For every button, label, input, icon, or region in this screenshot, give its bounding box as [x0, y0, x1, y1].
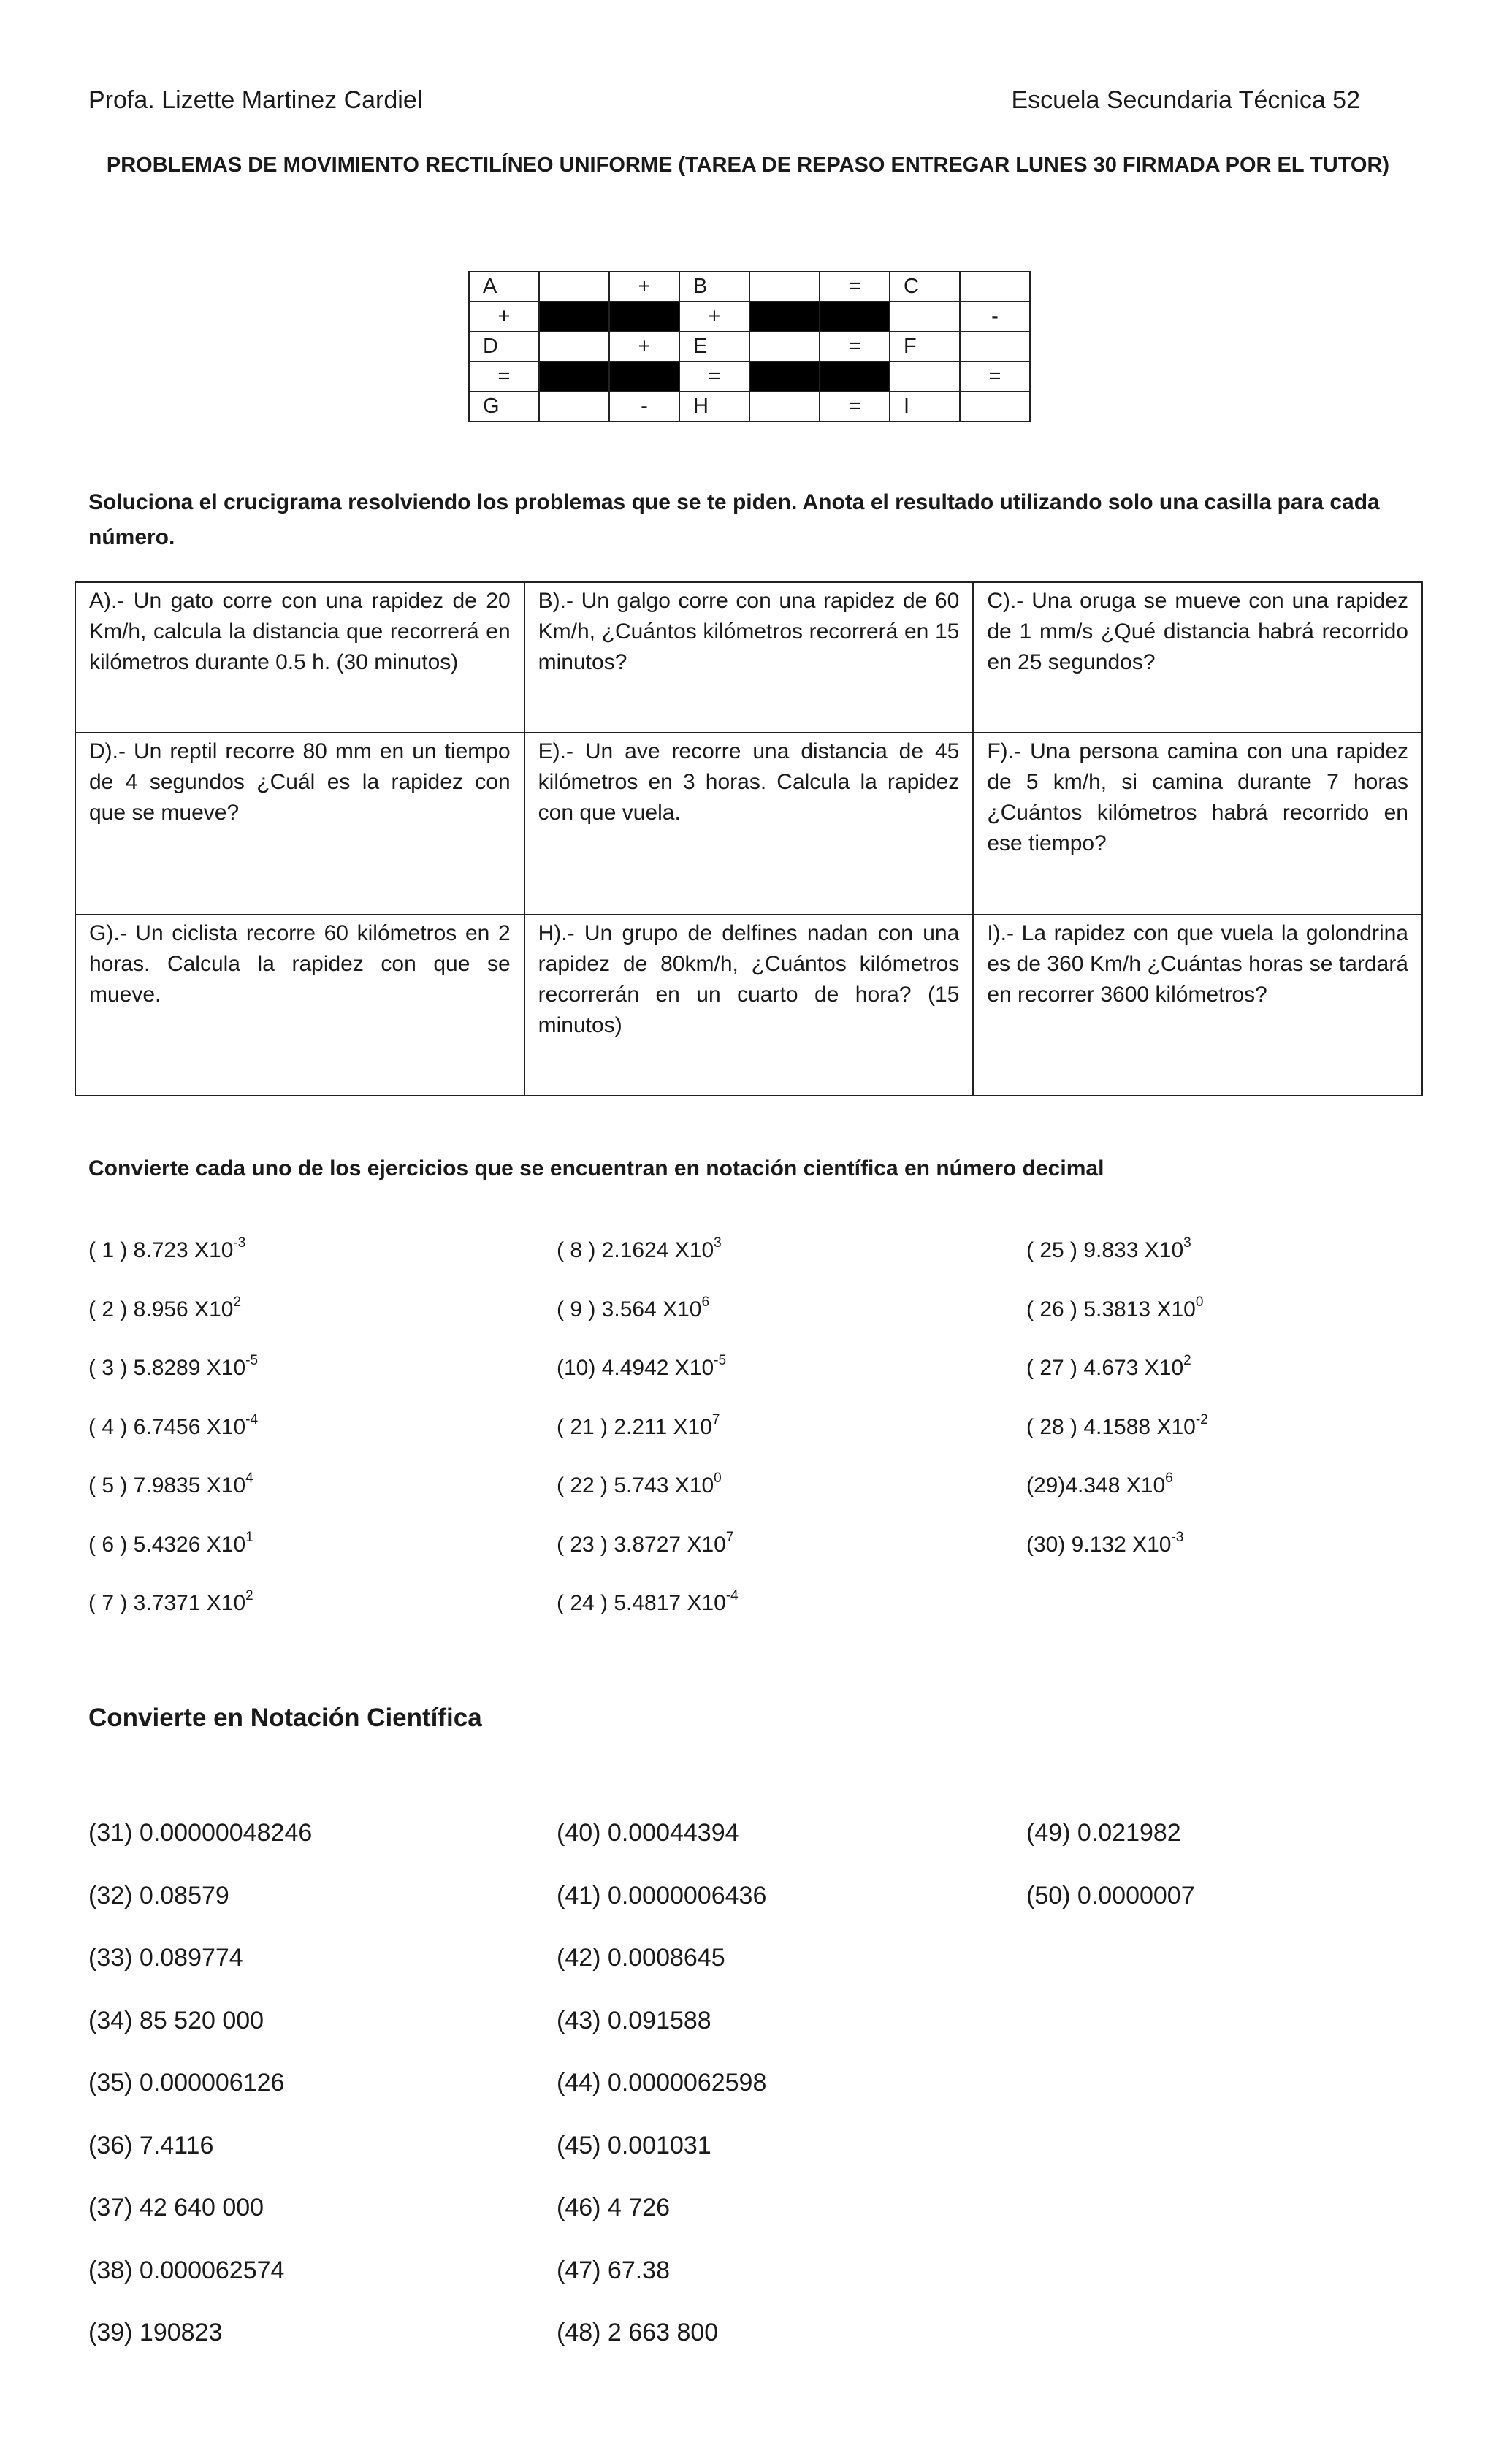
- sci-notation-base: (29)4.348 X10: [1026, 1473, 1166, 1498]
- crossword-cell: [749, 392, 820, 422]
- crossword-cell: H: [679, 392, 749, 422]
- crossword-instructions: Soluciona el crucigrama resolviendo los problemas que se te piden. Anota el resultado utilizando solo una casilla para cada número.: [88, 490, 1380, 549]
- crossword-cell: [960, 272, 1030, 302]
- sci-notation-item: [557, 1294, 710, 1322]
- crossword-cell: C: [890, 272, 960, 302]
- sci-notation-exponent: 1: [245, 1530, 253, 1545]
- crossword-cell: [890, 302, 960, 332]
- crossword-black-cell: [609, 362, 679, 392]
- decimal-number-item: (37) 42 640 000: [88, 2194, 264, 2221]
- crossword-cell: +: [469, 302, 539, 332]
- sci-notation-item: [557, 1588, 739, 1616]
- sci-notation-item: [557, 1353, 727, 1381]
- problem-g: G).- Un ciclista recorre 60 kilómetros en 2 horas. Calcula la rapidez con que se mueve.: [75, 915, 524, 1096]
- scientific-section-heading: Convierte en Notación Científica: [88, 1704, 482, 1732]
- problems-table: [75, 581, 1423, 1096]
- sci-notation-exponent: 7: [725, 1530, 734, 1545]
- sci-notation-base: ( 5 ) 7.9835 X10: [88, 1473, 246, 1498]
- crossword-row: [469, 362, 1030, 392]
- sci-notation-item: [88, 1294, 242, 1322]
- sci-notation-item: [1026, 1294, 1204, 1322]
- crossword-cell: [960, 392, 1030, 422]
- decimal-number-item: (34) 85 520 000: [88, 2007, 264, 2034]
- sci-notation-item: [1026, 1473, 1173, 1498]
- sci-notation-exponent: 3: [1183, 1235, 1191, 1251]
- decimal-number-item: (43) 0.091588: [557, 2007, 711, 2034]
- crossword-black-cell: [609, 302, 679, 332]
- sci-notation-item: [1026, 1412, 1208, 1440]
- sci-notation-base: ( 27 ) 4.673 X10: [1026, 1356, 1184, 1380]
- sci-notation-base: ( 23 ) 3.8727 X10: [557, 1533, 726, 1557]
- sci-notation-base: ( 21 ) 2.211 X10: [557, 1415, 712, 1439]
- crossword-cell: D: [469, 332, 539, 362]
- problem-b: B).- Un galgo corre con una rapidez de 60 Km/h, ¿Cuántos kilómetros recorrerá en 15 minutos?: [524, 582, 974, 733]
- sci-notation-item: [88, 1353, 259, 1381]
- crossword-cell: I: [890, 392, 960, 422]
- crossword-black-cell: [820, 362, 890, 392]
- crossword-cell: [960, 332, 1030, 362]
- sci-notation-exponent: 2: [233, 1294, 242, 1310]
- sci-notation-item: [1026, 1235, 1191, 1263]
- sci-notation-base: ( 24 ) 5.4817 X10: [557, 1591, 726, 1615]
- crossword-grid: [468, 271, 1031, 422]
- crossword-black-cell: [539, 362, 609, 392]
- sci-notation-base: ( 22 ) 5.743 X10: [557, 1473, 714, 1498]
- crossword-cell: [539, 392, 609, 422]
- crossword-cell: =: [469, 362, 539, 392]
- sci-notation-base: ( 2 ) 8.956 X10: [88, 1297, 234, 1321]
- problem-d: D).- Un reptil recorre 80 mm en un tiempo de 4 segundos ¿Cuál es la rapidez con que se mueve?: [75, 733, 524, 915]
- sci-notation-exponent: -4: [725, 1588, 739, 1603]
- crossword-cell: =: [820, 332, 890, 362]
- crossword-row: [469, 302, 1030, 332]
- sci-notation-base: ( 28 ) 4.1588 X10: [1026, 1415, 1196, 1439]
- decimal-number-item: (44) 0.0000062598: [557, 2069, 767, 2097]
- problem-c: C).- Una oruga se mueve con una rapidez de 1 mm/s ¿Qué distancia habrá recorrido en 25 segundos?: [973, 582, 1422, 733]
- sci-notation-exponent: 2: [1183, 1353, 1191, 1368]
- crossword-cell: -: [960, 302, 1030, 332]
- sci-notation-exponent: 2: [245, 1588, 253, 1603]
- crossword-black-cell: [539, 302, 609, 332]
- decimal-number-item: (38) 0.000062574: [88, 2257, 285, 2284]
- crossword-black-cell: [749, 362, 820, 392]
- decimal-section-heading: Convierte cada uno de los ejercicios que se encuentran en notación científica en número decimal: [88, 1156, 1104, 1180]
- problem-e: E).- Un ave recorre una distancia de 45 kilómetros en 3 horas. Calcula la rapidez con que vuela.: [524, 733, 974, 915]
- decimal-number-item: (35) 0.000006126: [88, 2069, 285, 2097]
- sci-notation-exponent: 6: [1165, 1471, 1173, 1486]
- sci-notation-item: [1026, 1353, 1191, 1381]
- crossword-cell: +: [609, 272, 679, 302]
- sci-notation-base: ( 26 ) 5.3813 X10: [1026, 1297, 1196, 1321]
- sci-notation-exponent: 7: [711, 1412, 720, 1427]
- sci-notation-exponent: 0: [714, 1471, 722, 1486]
- sci-notation-exponent: -5: [714, 1353, 727, 1368]
- decimal-number-item: (48) 2 663 800: [557, 2319, 719, 2346]
- sci-notation-item: [557, 1235, 722, 1263]
- decimal-number-item: (45) 0.001031: [557, 2132, 711, 2159]
- sci-notation-item: [88, 1588, 253, 1616]
- crossword-cell: [890, 362, 960, 392]
- decimal-number-item: (47) 67.38: [557, 2257, 670, 2284]
- sci-notation-base: (10) 4.4942 X10: [557, 1356, 714, 1380]
- decimal-number-item: (39) 190823: [88, 2319, 223, 2346]
- sci-notation-base: ( 4 ) 6.7456 X10: [88, 1415, 246, 1439]
- page-title: PROBLEMAS DE MOVIMIENTO RECTILÍNEO UNIFORME (TAREA DE REPASO ENTREGAR LUNES 30 FIRMADA POR EL TUTOR): [106, 153, 1390, 177]
- sci-notation-base: ( 25 ) 9.833 X10: [1026, 1238, 1184, 1262]
- crossword-cell: [539, 272, 609, 302]
- crossword-cell: =: [679, 362, 749, 392]
- problem-i: I).- La rapidez con que vuela la golondrina es de 360 Km/h ¿Cuántas horas se tardará en recorrer 3600 kilómetros?: [973, 915, 1422, 1096]
- decimal-number-item: (31) 0.00000048246: [88, 1819, 313, 1847]
- problem-a: A).- Un gato corre con una rapidez de 20 Km/h, calcula la distancia que recorrerá en kilómetros durante 0.5 h. (30 minutos): [75, 582, 524, 733]
- crossword-black-cell: [749, 302, 820, 332]
- decimal-number-item: (36) 7.4116: [88, 2132, 214, 2159]
- sci-notation-exponent: -5: [245, 1353, 259, 1368]
- sci-notation-item: [88, 1473, 253, 1498]
- teacher-name: Profa. Lizette Martinez Cardiel: [88, 86, 423, 114]
- sci-notation-base: ( 1 ) 8.723 X10: [88, 1238, 234, 1262]
- sci-notation-exponent: -3: [1171, 1530, 1184, 1545]
- sci-notation-exponent: 0: [1195, 1294, 1204, 1310]
- sci-notation-exponent: -2: [1195, 1412, 1208, 1427]
- decimal-number-item: (40) 0.00044394: [557, 1819, 739, 1847]
- crossword-cell: [749, 332, 820, 362]
- crossword-cell: =: [820, 392, 890, 422]
- crossword-row: [469, 272, 1030, 302]
- sci-notation-item: [557, 1412, 720, 1440]
- crossword-black-cell: [820, 302, 890, 332]
- sci-notation-exponent: 3: [714, 1235, 722, 1251]
- decimal-number-item: (32) 0.08579: [88, 1882, 229, 1910]
- sci-notation-exponent: -4: [245, 1412, 259, 1427]
- sci-notation-item: [88, 1412, 259, 1440]
- crossword-cell: +: [609, 332, 679, 362]
- crossword-cell: G: [469, 392, 539, 422]
- sci-notation-item: [88, 1530, 253, 1557]
- decimal-number-item: (33) 0.089774: [88, 1944, 243, 1972]
- crossword-cell: [749, 272, 820, 302]
- sci-notation-item: [88, 1235, 246, 1263]
- sci-notation-base: ( 8 ) 2.1624 X10: [557, 1238, 714, 1262]
- crossword-row: [469, 392, 1030, 422]
- crossword-cell: A: [469, 272, 539, 302]
- crossword-cell: =: [960, 362, 1030, 392]
- sci-notation-exponent: -3: [233, 1235, 246, 1251]
- crossword-cell: +: [679, 302, 749, 332]
- sci-notation-item: [557, 1473, 722, 1498]
- school-name: Escuela Secundaria Técnica 52: [1011, 86, 1360, 114]
- crossword-cell: F: [890, 332, 960, 362]
- crossword-row: [469, 332, 1030, 362]
- sci-notation-exponent: 6: [701, 1294, 710, 1310]
- sci-notation-base: ( 3 ) 5.8289 X10: [88, 1356, 246, 1380]
- sci-notation-base: (30) 9.132 X10: [1026, 1533, 1172, 1557]
- decimal-number-item: (46) 4 726: [557, 2194, 670, 2221]
- decimal-number-item: (41) 0.0000006436: [557, 1882, 767, 1910]
- crossword-cell: =: [820, 272, 890, 302]
- crossword-cell: B: [679, 272, 749, 302]
- crossword-cell: E: [679, 332, 749, 362]
- decimal-number-item: (42) 0.0008645: [557, 1944, 725, 1972]
- sci-notation-base: ( 6 ) 5.4326 X10: [88, 1533, 246, 1557]
- sci-notation-exponent: 4: [245, 1471, 253, 1486]
- decimal-number-item: (50) 0.0000007: [1026, 1882, 1195, 1910]
- sci-notation-item: [1026, 1530, 1184, 1557]
- sci-notation-base: ( 7 ) 3.7371 X10: [88, 1591, 246, 1615]
- decimal-number-item: (49) 0.021982: [1026, 1819, 1181, 1847]
- problem-f: F).- Una persona camina con una rapidez de 5 km/h, si camina durante 7 horas ¿Cuántos kilómetros habrá recorrido en ese tiempo?: [973, 733, 1422, 915]
- problem-h: H).- Un grupo de delfines nadan con una rapidez de 80km/h, ¿Cuántos kilómetros recorrerán en un cuarto de hora? (15 minutos): [524, 915, 974, 1096]
- crossword-cell: [539, 332, 609, 362]
- sci-notation-base: ( 9 ) 3.564 X10: [557, 1297, 702, 1321]
- crossword-cell: -: [609, 392, 679, 422]
- sci-notation-item: [557, 1530, 734, 1557]
